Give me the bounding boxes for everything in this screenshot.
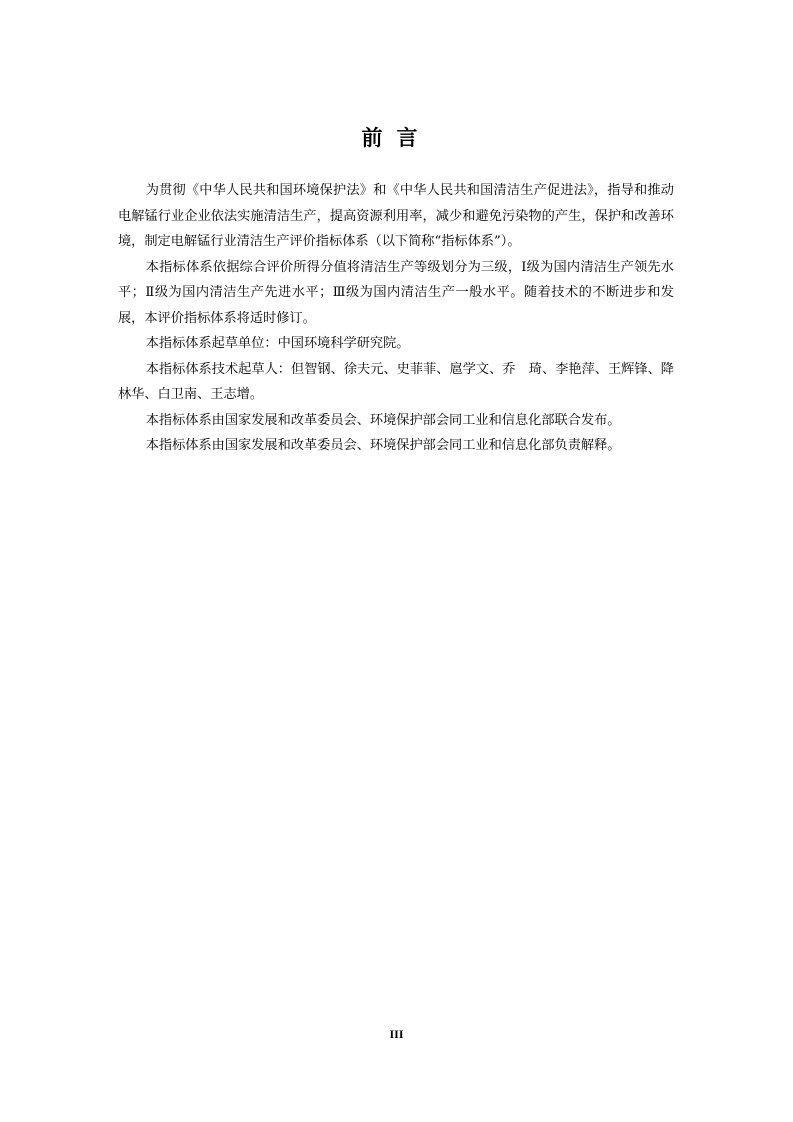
page-number: III [389,1027,404,1041]
paragraph-drafters: 本指标体系技术起草人：但智钢、徐夫元、史菲菲、扈学文、乔 琦、李艳萍、王辉锋、降林华、白卫南、王志增。 [118,361,674,402]
paragraph-interpretation: 本指标体系由国家发展和改革委员会、环境保护部会同工业和信息化部负责解释。 [145,438,621,453]
paragraph-issuance: 本指标体系由国家发展和改革委员会、环境保护部会同工业和信息化部联合发布。 [145,412,621,428]
paragraph-purpose: 为贯彻《中华人民共和国环境保护法》和《中华人民共和国清洁生产促进法》，指导和推动电解锰行业企业依法实施清洁生产，提高资源利用率，减少和避免污染物的产生，保护和改善环境，制定电解锰行业清洁生产评价指标体系（以下简称“指标体系”）。 [118,183,674,249]
paragraph-grading: 本指标体系依据综合评价所得分值将清洁生产等级划分为三级，Ⅰ级为国内清洁生产领先水平；Ⅱ级为国内清洁生产先进水平；Ⅲ级为国内清洁生产一般水平。随着技术的不断进步和发展，本评价指标体系将适时修订。 [118,259,674,326]
document-body [118,178,674,459]
page-title: 前言 [361,126,432,150]
paragraph-drafting-unit: 本指标体系起草单位：中国环境科学研究院。 [145,336,410,351]
